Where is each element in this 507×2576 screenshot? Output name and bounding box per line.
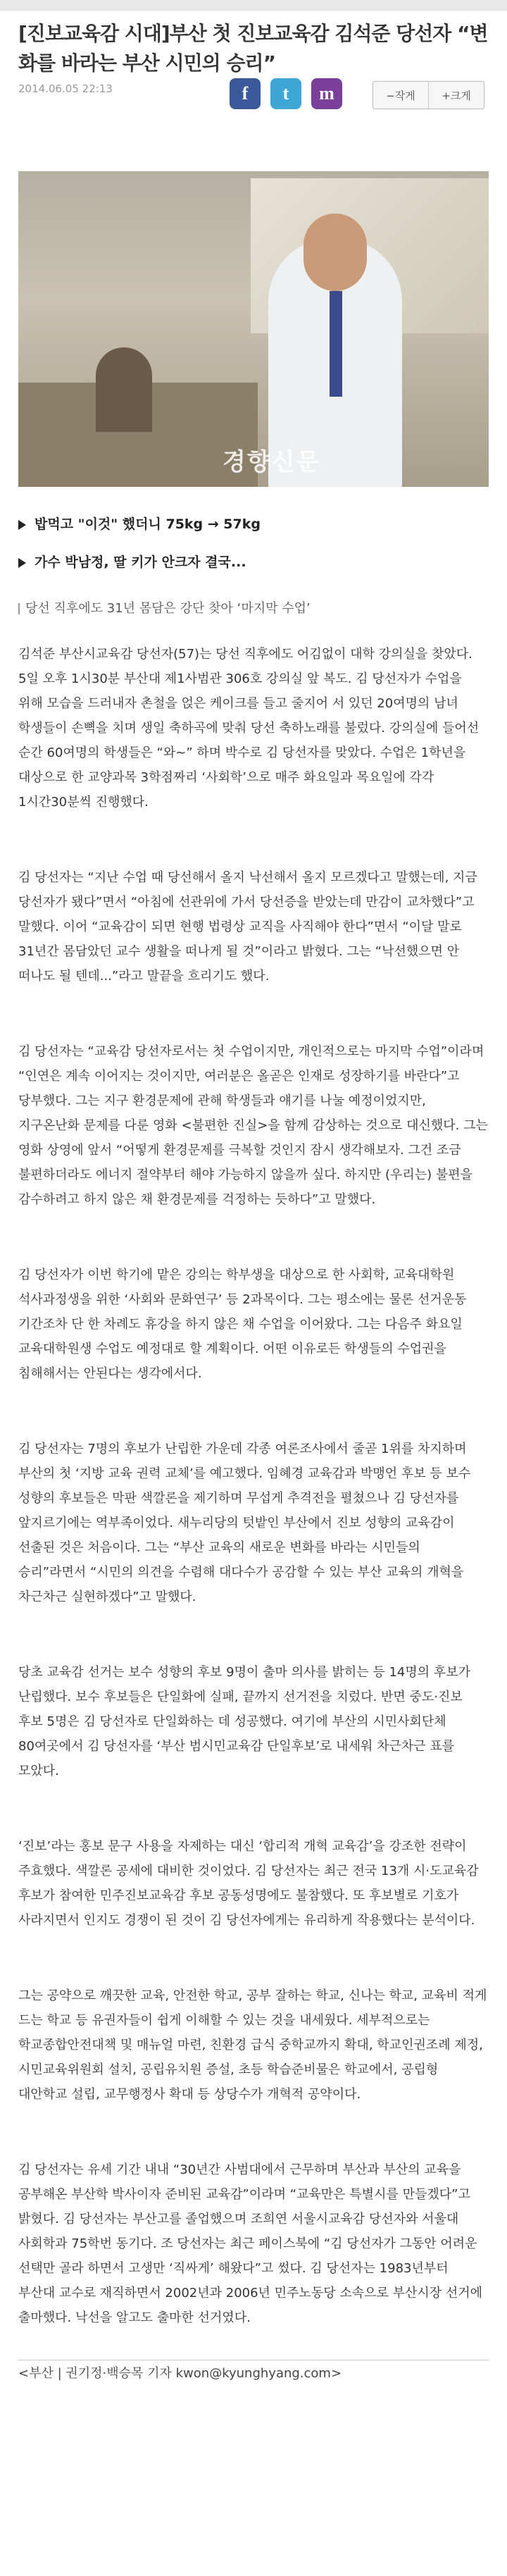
article-headline: [진보교육감 시대]부산 첫 진보교육감 김석준 당선자 “변화를 바라는 부산 시민의 승리”	[18, 22, 488, 75]
arrow-icon	[18, 558, 26, 568]
paragraph: 김석준 부산시교육감 당선자(57)는 당선 직후에도 어김없이 대학 강의실을 찾았다. 5일 오후 1시30분 부산대 제1사범관 306호 강의실 앞 복도. 김 당선자가 수업을 위해 모습을 드러내자 촌철을 얹은 케이크를 들고 줄지어 서 있던 20여명의 남녀 학생들이 손뼉을 치며 생일 축하곡에 맞춰 당선 축하노래를 불렀다. 강의실에 들어선 순간 60여명의 학생들은 “와~” 하며 박수로 김 당선자를 맞았다. 수업은 1학년을 대상으로 한 교양과목 3학점짜리 ‘사회학’으로 매주 화요일과 목요일에 각각 1시간30분씩 진행했다.	[18, 647, 480, 810]
article-byline: <부산 | 권기정·백승목 기자 kwon@kyunghyang.com>	[18, 2366, 342, 2381]
font-size-controls	[373, 81, 484, 109]
photo-watermark: 경향신문	[223, 448, 321, 476]
paragraph: 김 당선자는 유세 기간 내내 “30년간 사범대에서 근무하며 부산과 부산의 교육을 공부해온 부산학 박사이자 준비된 교육감”이라며 “교육만은 특별시를 만들겠다”고 밝혔다. 김 당선자는 부산고를 졸업했으며 조희연 서울시교육감 당선자와 서울대 사회학과 75학번 동기다. 조 당선자는 최근 페이스북에 “김 당선자가 그동안 어려운 선택만 골라 하면서 고생만 ‘직싸게’ 해왔다”고 썼다. 김 당선자는 1983년부터 부산대 교수로 재직하면서 2002년과 2006년 민주노동당 소속으로 부산시장 선거에 출마했다. 낙선을 알고도 출마한 선거였다.	[18, 2162, 483, 2325]
font-smaller-button[interactable]: −작게	[386, 89, 415, 102]
article-subhead: 당선 직후에도 31년 몸담은 강단 찾아 ‘마지막 수업’	[18, 598, 489, 619]
article-body	[18, 642, 489, 2330]
facebook-icon[interactable]: f	[230, 78, 261, 109]
paragraph: 그는 공약으로 깨끗한 교육, 안전한 학교, 공부 잘하는 학교, 신나는 학교, 교육비 적게 드는 학교 등 유권자들이 쉽게 이해할 수 있는 것을 내세웠다. 세부적으로는 학교종합안전대책 및 매뉴얼 마련, 친환경 급식 중학교까지 확대, 학교인권조례 제정, 시민교육위원회 설치, 공립유치원 증설, 초등 학습준비물은 학교에서, 공립형 대안학교 설립, 교무행정사 확대 등 상당수가 개혁적 공약이다.	[18, 1988, 487, 2102]
related-link[interactable]: 밥먹고 "이것" 했더니 75kg → 57kg	[18, 505, 489, 543]
photo-tie	[330, 291, 342, 397]
font-larger-button[interactable]: +크게	[428, 82, 484, 109]
paragraph: 김 당선자는 7명의 후보가 난립한 가운데 각종 여론조사에서 줄곧 1위를 차지하며 부산의 첫 ‘지방 교육 권력 교체’를 예고했다. 임혜경 교육감과 박맹언 후보 등 보수 성향의 후보들은 막판 색깔론을 제기하며 무섭게 추격전을 펼쳤으나 김 당선자를 앞지르기에는 역부족이었다. 새누리당의 텃밭인 부산에서 진보 성향의 교육감이 선출된 것은 처음이다. 그는 “부산 교육의 새로운 변화를 바라는 시민들의 승리”라면서 “시민의 의견을 수렴해 대다수가 공감할 수 있는 부산 교육의 개혁을 차근차근 실현하겠다”고 말했다.	[18, 1442, 471, 1604]
related-links	[18, 505, 489, 581]
paragraph: 당초 교육감 선거는 보수 성향의 후보 9명이 출마 의사를 밝히는 등 14명의 후보가 난립했다. 보수 후보들은 단일화에 실패, 끝까지 선거전을 치렀다. 반면 중도·진보 후보 5명은 김 당선자로 단일화하는 데 성공했다. 여기에 부산의 시민사회단체 80여곳에서 김 당선자를 ‘부산 범시민교육감 단일후보’로 내세워 차근차근 표를 모았다.	[18, 1665, 471, 1778]
subhead-marker	[18, 603, 20, 614]
paragraph: ‘진보’라는 홍보 문구 사용을 자제하는 대신 ‘합리적 개혁 교육감’을 강조한 전략이 주효했다. 색깔론 공세에 대비한 것이었다. 김 당선자는 최근 전국 13개 시·도교육감 후보가 참여한 민주진보교육감 후보 공동성명에도 불참했다. 또 후보별로 기호가 사라지면서 인지도 경쟁이 된 것이 김 당선자에게는 유리하게 작용했다는 분석이다.	[18, 1839, 479, 1928]
paragraph: 김 당선자는 “교육감 당선자로서는 첫 수업이지만, 개인적으로는 마지막 수업”이라며 “인연은 계속 이어지는 것이지만, 여러분은 올곧은 인재로 성장하기를 바란다”고 당부했다. 그는 지구 환경문제에 관해 학생들과 얘기를 나눌 예정이었지만, 지구온난화 문제를 다룬 영화 <불편한 진실>을 함께 감상하는 것으로 대신했다. 그는 영화 상영에 앞서 “어떻게 환경문제를 극복할 것인지 잠시 생각해보자. 그건 조금 불편하더라도 에너지 절약부터 해야 가능하지 않을까 싶다. 하지만 (우리는) 불편을 감수하려고 하지 않은 채 환경문제를 걱정하는 듯하다”고 말했다.	[18, 1044, 488, 1207]
related-link[interactable]: 가수 박남정, 딸 키가 안크자 결국...	[18, 543, 489, 581]
paragraph: 김 당선자는 “지난 수업 때 당선해서 올지 낙선해서 올지 모르겠다고 말했는데, 지금 당선자가 됐다”면서 “아침에 선관위에 가서 당선증을 받았는데 만감이 교차했다”고 말했다. 이어 “교육감이 되면 현행 법령상 교직을 사직해야 한다”면서 “이달 말로 31년간 몸담았던 교수 생활을 떠나게 될 것”이라고 밝혔다. 그는 “낙선했으면 안 떠나도 될 텐데...”라고 말끝을 흐리기도 했다.	[18, 870, 477, 984]
photo-student	[96, 347, 152, 432]
twitter-icon[interactable]: t	[270, 78, 301, 109]
article-photo	[18, 171, 489, 487]
article-date: 2014.06.05 22:13	[18, 82, 113, 95]
share-icon[interactable]: m	[311, 78, 342, 109]
paragraph: 김 당선자가 이번 학기에 맡은 강의는 학부생을 대상으로 한 사회학, 교육대학원 석사과정생을 위한 ‘사회와 문화연구’ 등 2과목이다. 그는 평소에는 물론 선거운동 기간조차 단 한 차례도 휴강을 하지 않은 채 수업을 이어왔다. 그는 다음주 화요일 교육대학원생 수업도 예정대로 할 계획이다. 어떤 이유로든 학생들의 수업권을 침해해서는 안된다는 생각에서다.	[18, 1268, 467, 1381]
article	[0, 19, 507, 2386]
arrow-icon	[18, 520, 26, 530]
photo-head	[303, 213, 367, 291]
top-bar	[0, 0, 507, 11]
share-buttons	[230, 78, 342, 109]
article-meta	[18, 78, 489, 125]
